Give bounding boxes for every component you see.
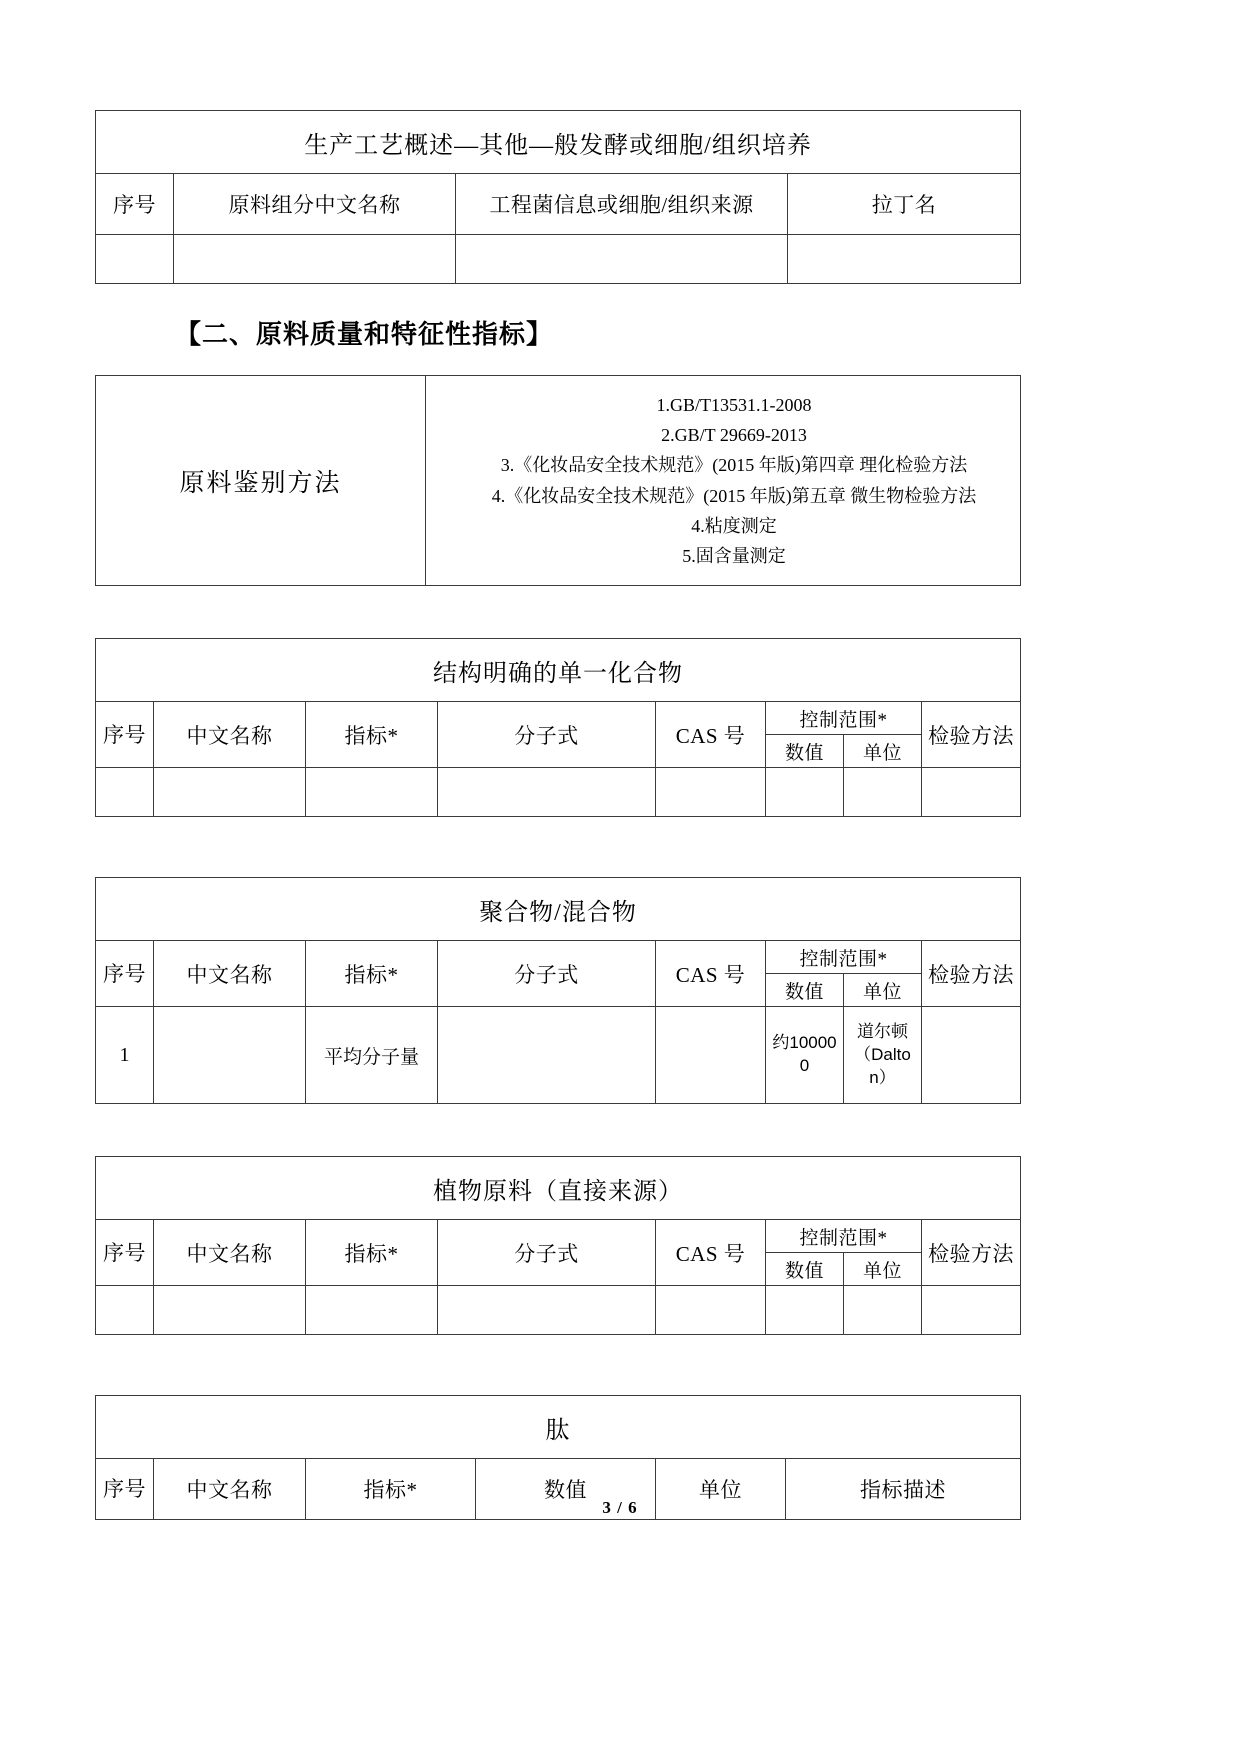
process-overview-table	[95, 110, 1021, 284]
peptide-header-cn-name: 中文名称	[154, 1459, 306, 1520]
identification-item-1: 1.GB/T13531.1-2008	[656, 395, 812, 415]
plant-header-control-range: 控制范围*	[766, 1220, 922, 1253]
polymer-header-control-range: 控制范围*	[766, 941, 922, 974]
single-compound-header-method: 检验方法	[922, 702, 1021, 768]
process-header-row	[96, 174, 1021, 235]
plant-header-value: 数值	[766, 1253, 844, 1286]
single-compound-header-cas: CAS 号	[656, 702, 766, 768]
peptide-header-description: 指标描述	[786, 1459, 1021, 1520]
spacer-after-plant	[95, 1335, 1020, 1395]
peptide-header-seq: 序号	[96, 1459, 154, 1520]
polymer-title-row	[96, 878, 1021, 941]
spacer-after-heading	[95, 351, 1020, 375]
identification-list	[426, 376, 1021, 586]
polymer-header-cas: CAS 号	[656, 941, 766, 1007]
plant-cell-value[interactable]	[766, 1286, 844, 1335]
identification-method-table	[95, 375, 1021, 586]
plant-cell-unit[interactable]	[844, 1286, 922, 1335]
polymer-header-method: 检验方法	[922, 941, 1021, 1007]
plant-cell-indicator[interactable]	[306, 1286, 438, 1335]
process-cell-strain-source[interactable]	[456, 235, 788, 284]
polymer-header-value: 数值	[766, 974, 844, 1007]
plant-cell-cas[interactable]	[656, 1286, 766, 1335]
plant-header-cn-name: 中文名称	[154, 1220, 306, 1286]
plant-header-method: 检验方法	[922, 1220, 1021, 1286]
plant-header-unit: 单位	[844, 1253, 922, 1286]
polymer-mixture-table	[95, 877, 1021, 1104]
plant-header-seq: 序号	[96, 1220, 154, 1286]
process-header-seq: 序号	[96, 174, 174, 235]
polymer-header-cn-name: 中文名称	[154, 941, 306, 1007]
polymer-header-row-1	[96, 941, 1021, 974]
single-compound-data-row	[96, 768, 1021, 817]
plant-cell-method[interactable]	[922, 1286, 1021, 1335]
polymer-data-row	[96, 1007, 1021, 1104]
single-compound-header-indicator: 指标*	[306, 702, 438, 768]
process-cell-cn-name[interactable]	[174, 235, 456, 284]
spacer-after-identification	[95, 586, 1020, 638]
process-table-title: 生产工艺概述—其他—般发酵或细胞/组织培养	[96, 111, 1021, 174]
single-compound-title: 结构明确的单一化合物	[96, 639, 1021, 702]
single-compound-cell-indicator[interactable]	[306, 768, 438, 817]
identification-item-5: 4.粘度测定	[691, 515, 777, 536]
page-content	[95, 0, 1020, 1520]
polymer-cell-cas[interactable]	[656, 1007, 766, 1104]
process-title-row	[96, 111, 1021, 174]
process-cell-seq[interactable]	[96, 235, 174, 284]
section-two-heading: 【二、原料质量和特征性指标】	[175, 319, 554, 349]
single-compound-cell-cas[interactable]	[656, 768, 766, 817]
single-compound-cell-formula[interactable]	[438, 768, 656, 817]
identification-row	[96, 376, 1021, 586]
single-compound-header-seq: 序号	[96, 702, 154, 768]
polymer-cell-formula[interactable]	[438, 1007, 656, 1104]
process-header-strain-source: 工程菌信息或细胞/组织来源	[456, 174, 788, 235]
polymer-cell-unit[interactable]: 道尔顿（Dalton）	[844, 1007, 922, 1104]
process-data-row	[96, 235, 1021, 284]
polymer-cell-method[interactable]	[922, 1007, 1021, 1104]
plant-cell-seq[interactable]	[96, 1286, 154, 1335]
peptide-header-unit: 单位	[656, 1459, 786, 1520]
single-compound-header-formula: 分子式	[438, 702, 656, 768]
page-number: 3 / 6	[602, 1498, 638, 1517]
polymer-header-indicator: 指标*	[306, 941, 438, 1007]
identification-item-3: 3.《化妆品安全技术规范》(2015 年版)第四章 理化检验方法	[500, 455, 968, 476]
top-spacer	[95, 0, 1020, 110]
plant-header-indicator: 指标*	[306, 1220, 438, 1286]
polymer-header-seq: 序号	[96, 941, 154, 1007]
spacer-after-process	[95, 284, 1020, 314]
single-compound-cell-unit[interactable]	[844, 768, 922, 817]
single-compound-cell-seq[interactable]	[96, 768, 154, 817]
spacer-after-single-compound	[95, 817, 1020, 877]
peptide-title-row	[96, 1396, 1021, 1459]
single-compound-header-control-range: 控制范围*	[766, 702, 922, 735]
identification-item-6: 5.固含量测定	[682, 546, 786, 567]
identification-item-2: 2.GB/T 29669-2013	[661, 425, 807, 446]
single-compound-cell-method[interactable]	[922, 768, 1021, 817]
process-header-cn-name: 原料组分中文名称	[174, 174, 456, 235]
peptide-table-title: 肽	[96, 1396, 1021, 1459]
peptide-header-value: 数值	[476, 1459, 656, 1520]
plant-cell-cn-name[interactable]	[154, 1286, 306, 1335]
section-two-heading-wrap	[95, 314, 1020, 351]
plant-data-row	[96, 1286, 1021, 1335]
plant-cell-formula[interactable]	[438, 1286, 656, 1335]
polymer-cell-seq[interactable]: 1	[96, 1007, 154, 1104]
polymer-header-unit: 单位	[844, 974, 922, 1007]
single-compound-header-value: 数值	[766, 735, 844, 768]
single-compound-header-unit: 单位	[844, 735, 922, 768]
plant-header-cas: CAS 号	[656, 1220, 766, 1286]
single-compound-cell-value[interactable]	[766, 768, 844, 817]
process-header-latin-name: 拉丁名	[788, 174, 1021, 235]
plant-table-title: 植物原料（直接来源）	[96, 1157, 1021, 1220]
single-compound-title-row	[96, 639, 1021, 702]
identification-item-4: 4.《化妆品安全技术规范》(2015 年版)第五章 微生物检验方法	[491, 485, 977, 506]
spacer-after-polymer	[95, 1104, 1020, 1156]
single-compound-header-row-1	[96, 702, 1021, 735]
single-compound-cell-cn-name[interactable]	[154, 768, 306, 817]
plant-header-row-1	[96, 1220, 1021, 1253]
identification-label: 原料鉴别方法	[96, 376, 426, 586]
plant-title-row	[96, 1157, 1021, 1220]
plant-header-formula: 分子式	[438, 1220, 656, 1286]
process-cell-latin-name[interactable]	[788, 235, 1021, 284]
polymer-cell-value[interactable]: 约100000	[766, 1007, 844, 1104]
peptide-header-indicator: 指标*	[306, 1459, 476, 1520]
polymer-cell-cn-name[interactable]	[154, 1007, 306, 1104]
single-compound-header-cn-name: 中文名称	[154, 702, 306, 768]
single-compound-table	[95, 638, 1021, 817]
polymer-cell-indicator[interactable]: 平均分子量	[306, 1007, 438, 1104]
polymer-header-formula: 分子式	[438, 941, 656, 1007]
polymer-table-title: 聚合物/混合物	[96, 878, 1021, 941]
plant-material-table	[95, 1156, 1021, 1335]
